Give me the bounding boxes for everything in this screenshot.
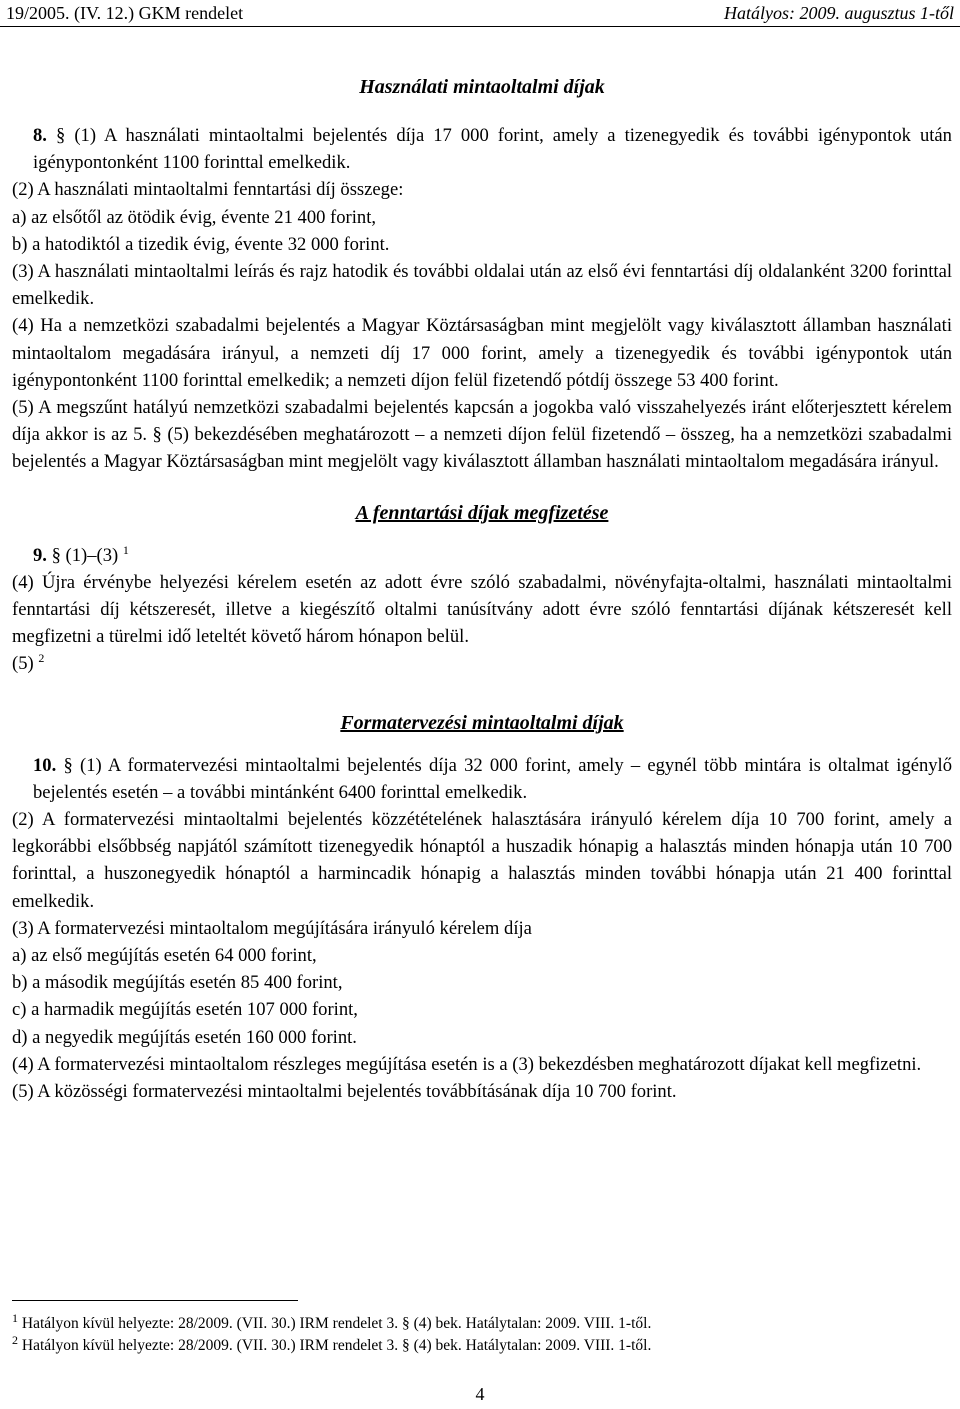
footnote-1 bbox=[12, 1310, 952, 1335]
footnote-text: Hatályon kívül helyezte: 28/2009. (VII. 30.) IRM rendelet 3. § (4) bek. Hatálytalan: 2009. VIII. 1-től. bbox=[21, 1315, 652, 1332]
paragraph-number: 10. bbox=[33, 754, 57, 776]
section-title-maintenance-fees bbox=[12, 496, 952, 530]
header-regulation-id: 19/2005. (IV. 12.) GKM rendelet bbox=[6, 3, 244, 23]
paragraph-8-2b: b) a hatodiktól a tizedik évig, évente 32 000 forint. bbox=[12, 233, 390, 255]
footnote-ref-1[interactable]: 1 bbox=[122, 542, 129, 557]
paragraph-8-3: (3) A használati mintaoltalmi leírás és rajz hatodik és további oldalai után az első évi fenntartási díj oldalanként 3200 forinttal emelkedik. bbox=[12, 261, 952, 310]
paragraph-8-5: (5) A megszűnt hatályú nemzetközi szabadalmi bejelentés kapcsán a jogokba való visszahelyezés iránt előterjesztett kérelem díja akkor is az 5. § (5) bekezdésében meghatározott – a nemzeti díjon felül fizetendő – összeg, ha a nemzetközi szabadalmi bejelentés a Magyar Köztársaságban mint megjelölt vagy kiválasztott államban használati mintaoltalom megadására irányul. bbox=[12, 397, 952, 473]
paragraph-8-4: (4) Ha a nemzetközi szabadalmi bejelentés a Magyar Köztársaságban mint megjelölt vagy kiválasztott államban használati mintaoltalom megadására irányul, a nemzeti díj 17 000 forint, amely a tizenegyedik és további igénypontok után igénypontonként 1100 forinttal emelkedik; a nemzeti díjon felül fizetendő pótdíj összege 53 400 forint. bbox=[12, 315, 952, 391]
section-title-utility-model-fees: Használati mintaoltalmi díjak bbox=[359, 76, 605, 98]
paragraph-10-3c: c) a harmadik megújítás esetén 107 000 forint, bbox=[12, 999, 358, 1021]
paragraph-9-4: (4) Újra érvénybe helyezési kérelem esetén az adott évre szóló szabadalmi, növényfajta-oltalmi, használati mintaoltalmi fenntartási díj kétszeresét, illetve a kiegészítő oltalmi tanúsítvány adott évre szóló fenntartási díjának kétszeresét kell megfizetni a türelmi idő leteltét követő három hónapon belül. bbox=[12, 571, 952, 648]
footnote-ref-2[interactable]: 2 bbox=[38, 651, 45, 666]
footnote-text: Hatályon kívül helyezte: 28/2009. (VII. 30.) IRM rendelet 3. § (4) bek. Hatálytalan: 2009. VIII. 1-től. bbox=[21, 1337, 652, 1354]
footnote-number: 2 bbox=[12, 1332, 18, 1347]
paragraph-text: § (1) A használati mintaoltalmi bejelentés díja 17 000 forint, amely a tizenegyedik és további igénypontok után igénypontonként 1100 forinttal emelkedik. bbox=[33, 125, 952, 174]
footnote-2 bbox=[12, 1332, 952, 1357]
footnote-rule bbox=[12, 1300, 298, 1301]
header-effective-date: Hatályos: 2009. augusztus 1-től bbox=[723, 3, 954, 23]
paragraph-10-1 bbox=[12, 752, 952, 806]
paragraph-text: § (1) A formatervezési mintaoltalmi bejelentés díja 32 000 forint, amely – egynél több mintára is oltalmat igénylő bejelentés esetén – a további mintánként 6400 forinttal emelkedik. bbox=[33, 754, 953, 803]
paragraph-10-4: (4) A formatervezési mintaoltalom részleges megújítása esetén is a (3) bekezdésben meghatározott díjakat kell megfizetni. bbox=[12, 1053, 922, 1075]
paragraph-8-1 bbox=[12, 122, 952, 176]
paragraph-10-2: (2) A formatervezési mintaoltalmi bejelentés közzétételének halasztására irányuló kérelem díja 10 700 forint, amely a legkorábbi elsőbbség napjától számított tizenegyedik hónaptól a huszadik hónapig a halasztás minden hónapja után 10 700 forinttal, a huszonegyedik hónaptól a harmincadik hónapig a halasztás minden további hónapja után 21 400 forinttal emelkedik. bbox=[12, 809, 952, 912]
footnotes bbox=[12, 1300, 952, 1357]
page-header bbox=[0, 0, 960, 30]
section-title-text: Formatervezési mintaoltalmi díjak bbox=[340, 711, 624, 734]
paragraph-number: 9. bbox=[33, 544, 47, 566]
paragraph-10-3: (3) A formatervezési mintaoltalom megújítására irányuló kérelem díja bbox=[12, 917, 532, 939]
paragraph-10-3a: a) az első megújítás esetén 64 000 forint, bbox=[12, 945, 317, 967]
paragraph-10-3d: d) a negyedik megújítás esetén 160 000 forint. bbox=[12, 1026, 357, 1048]
footnote-number: 1 bbox=[12, 1310, 18, 1325]
document-body bbox=[12, 56, 952, 1105]
paragraph-9-5 bbox=[12, 650, 952, 677]
header-rule bbox=[0, 26, 960, 27]
paragraph-number: 8. bbox=[33, 125, 47, 146]
paragraph-9-1-3 bbox=[12, 542, 952, 569]
paragraph-text: § (1)–(3) bbox=[51, 544, 119, 566]
section-title-text: A fenntartási díjak megfizetése bbox=[355, 501, 609, 524]
page-number: 4 bbox=[475, 1384, 485, 1404]
section-title-design-fees bbox=[12, 706, 952, 740]
paragraph-8-2a: a) az elsőtől az ötödik évig, évente 21 400 forint, bbox=[12, 206, 377, 228]
paragraph-8-2: (2) A használati mintaoltalmi fenntartási díj összege: bbox=[12, 179, 404, 201]
paragraph-10-5: (5) A közösségi formatervezési mintaoltalmi bejelentés továbbításának díja 10 700 forint. bbox=[12, 1081, 677, 1103]
paragraph-text: (5) bbox=[12, 653, 34, 675]
paragraph-10-3b: b) a második megújítás esetén 85 400 forint, bbox=[12, 972, 343, 994]
